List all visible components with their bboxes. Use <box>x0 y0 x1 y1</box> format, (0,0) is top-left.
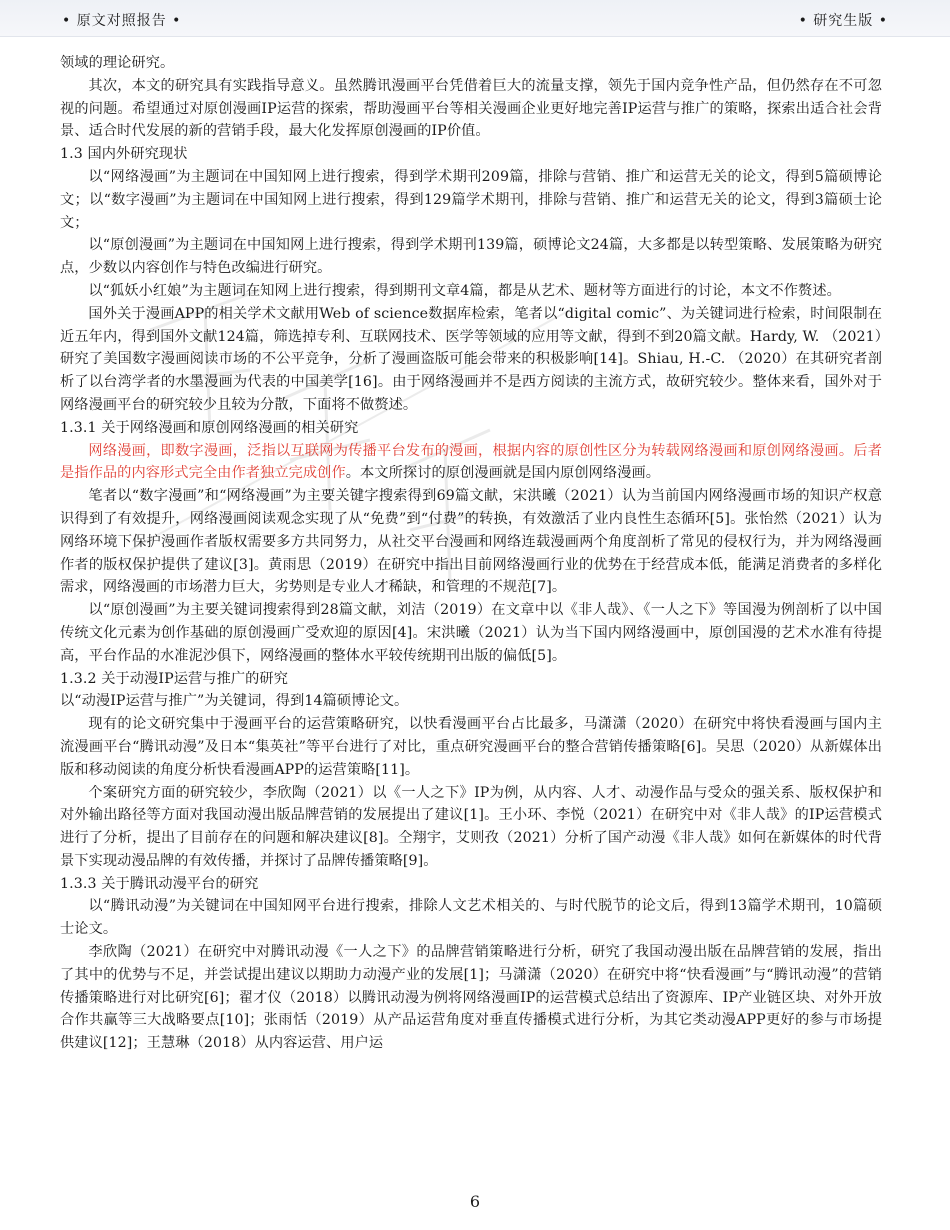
paragraph <box>60 234 882 280</box>
paragraph <box>60 166 882 234</box>
paragraph-text: 1.3.3 关于腾讯动漫平台的研究 <box>60 875 259 892</box>
paragraph <box>60 782 882 873</box>
paragraph <box>60 873 882 896</box>
paragraph-text: 1.3.2 关于动漫IP运营与推广的研究 <box>60 670 289 687</box>
paragraph <box>60 417 882 440</box>
paragraph <box>60 440 882 486</box>
paragraph <box>60 713 882 781</box>
paragraph-text: 1.3.1 关于网络漫画和原创网络漫画的相关研究 <box>60 419 359 436</box>
paragraph-text: 现有的论文研究集中于漫画平台的运营策略研究，以快看漫画平台占比最多，马潇潇（2020）在研究中将快看漫画与国内主流漫画平台“腾讯动漫”及日本“集英社”等平台进行了对比，重点研究漫画平台的整合营销传播策略[6]。吴思（2020）从新媒体出版和移动阅读的角度分析快看漫画APP的运营策略[11]。 <box>60 716 882 778</box>
paragraph-text: 以“动漫IP运营与推广”为关键词，得到14篇硕博论文。 <box>60 693 409 710</box>
paragraph <box>60 941 882 1055</box>
paragraph-text: 。本文所探讨的原创漫画就是国内原创网络漫画。 <box>345 465 661 482</box>
paragraph <box>60 280 882 303</box>
paragraph-text: 1.3 国内外研究现状 <box>60 146 188 163</box>
paragraph <box>60 485 882 599</box>
highlighted-text: 网络漫画，即数字漫画，泛指以互联网为传播平台发布的漫画，根据内容的原创性区分为转载网络漫画和原创网络漫画。后者是指作品的内容形式完全由作者独立完成创作 <box>60 442 882 482</box>
paragraph <box>60 668 882 691</box>
paragraph <box>60 75 882 143</box>
paragraph-text: 李欣陶（2021）在研究中对腾讯动漫《一人之下》的品牌营销策略进行分析，研究了我国动漫出版在品牌营销的发展，指出了其中的优势与不足，并尝试提出建议以期助力动漫产业的发展[1]；马潇潇（2020）在研究中将“快看漫画”与“腾讯动漫”的营销传播策略进行对比研究[6]；翟才仪（2018）以腾讯动漫为例将网络漫画IP的运营模式总结出了资源库、IP产业链区块、对外开放合作共赢等三大战略要点[10]；张雨恬（2019）从产品运营角度对垂直传播模式进行分析，为其它类动漫APP更好的参与市场提供建议[12]；王慧琳（2018）从内容运营、用户运 <box>60 944 882 1052</box>
page-header <box>0 0 950 37</box>
paragraph-text: 以“原创漫画”为主题词在中国知网上进行搜索，得到学术期刊139篇，硕博论文24篇，大多都是以转型策略、发展策略为研究点，少数以内容创作与特色改编进行研究。 <box>60 237 882 277</box>
paragraph-text: 笔者以“数字漫画”和“网络漫画”为主要关键字搜索得到69篇文献，宋洪曦（2021）认为当前国内网络漫画市场的知识产权意识得到了有效提升，网络漫画阅读观念实现了从“免费”到“付费”的转换，有效激活了业内良性生态循环[5]。张怡然（2021）认为网络环境下保护漫画作者版权需要多方共同努力，从社交平台漫画和网络连载漫画两个角度剖析了常见的侵权行为，并为网络漫画作者的版权保护提供了建议[3]。黄雨思（2019）在研究中指出目前网络漫画行业的优势在于经营成本低，能满足消费者的多样化需求，网络漫画的市场潜力巨大，劣势则是专业人才稀缺，和管理的不规范[7]。 <box>60 488 882 596</box>
page-number: 6 <box>469 1192 481 1211</box>
paragraph <box>60 599 882 667</box>
paragraph <box>60 690 882 713</box>
paragraph-text: 其次，本文的研究具有实践指导意义。虽然腾讯漫画平台凭借着巨大的流量支撑，领先于国内竞争性产品，但仍然存在不可忽视的问题。希望通过对原创漫画IP运营的探索，帮助漫画平台等相关漫画企业更好地完善IP运营与推广的策略，探索出适合社会背景、适合时代发展的新的营销手段，最大化发挥原创漫画的IP价值。 <box>60 77 882 140</box>
paragraph <box>60 143 882 166</box>
header-right-label: • 研究生版 • <box>798 13 888 29</box>
paragraph-text: 以“狐妖小红娘”为主题词在知网上进行搜索，得到期刊文章4篇，都是从艺术、题材等方面进行的讨论，本文不作赘述。 <box>88 282 841 299</box>
paragraph-text: 国外关于漫画APP的相关学术文献用Web of science数据库检索，笔者以“digital comic”、为关键词进行检索，时间限制在近五年内，得到国外文献124篇，筛选掉专利、互联网技术、医学等领域的应用等文献，得到不到20篇文献。Hardy, W. （2021）研究了美国数字漫画阅读市场的不公平竞争，分析了漫画盗版可能会带来的积极影响[14]。Shiau, H.-C. （2020）在其研究者剖析了以台湾学者的水墨漫画为代表的中国美学[16]。由于网络漫画并不是西方阅读的主流方式，故研究较少。整体来看，国外对于网络漫画平台的研究较少且较为分散，下面将不做赘述。 <box>60 305 882 413</box>
paragraph-text: 领域的理论研究。 <box>60 55 175 71</box>
paragraph <box>60 52 882 75</box>
paragraph <box>60 895 882 941</box>
paragraph <box>60 303 882 417</box>
header-left-label: • 原文对照报告 • <box>62 13 182 29</box>
document-body <box>60 52 882 1055</box>
paragraph-text: 以“网络漫画”为主题词在中国知网上进行搜索，得到学术期刊209篇，排除与营销、推广和运营无关的论文，得到5篇硕博论文；以“数字漫画”为主题词在中国知网上进行搜索，得到129篇学术期刊，排除与营销、推广和运营无关的论文，得到3篇硕士论文； <box>60 168 882 231</box>
paragraph-text: 个案研究方面的研究较少，李欣陶（2021）以《一人之下》IP为例，从内容、人才、动漫作品与受众的强关系、版权保护和对外输出路径等方面对我国动漫出版品牌营销的发展提出了建议[1]。王小环、李悦（2021）在研究中对《非人哉》的IP运营模式进行了分析，提出了目前存在的问题和解决建议[8]。仝翔宇，艾则孜（2021）分析了国产动漫《非人哉》如何在新媒体的时代背景下实现动漫品牌的有效传播，并探讨了品牌传播策略[9]。 <box>60 784 882 869</box>
paragraph-text: 以“原创漫画”为主要关键词搜索得到28篇文献，刘洁（2019）在文章中以《非人哉》、《一人之下》等国漫为例剖析了以中国传统文化元素为创作基础的原创漫画广受欢迎的原因[4]。宋洪曦（2021）认为当下国内网络漫画中，原创国漫的艺术水准有待提高，平台作品的水准泥沙俱下，网络漫画的整体水平较传统期刊出版的偏低[5]。 <box>60 602 882 664</box>
paragraph-text: 以“腾讯动漫”为关键词在中国知网平台进行搜索，排除人文艺术相关的、与时代脱节的论文后，得到13篇学术期刊，10篇硕士论文。 <box>60 898 882 938</box>
